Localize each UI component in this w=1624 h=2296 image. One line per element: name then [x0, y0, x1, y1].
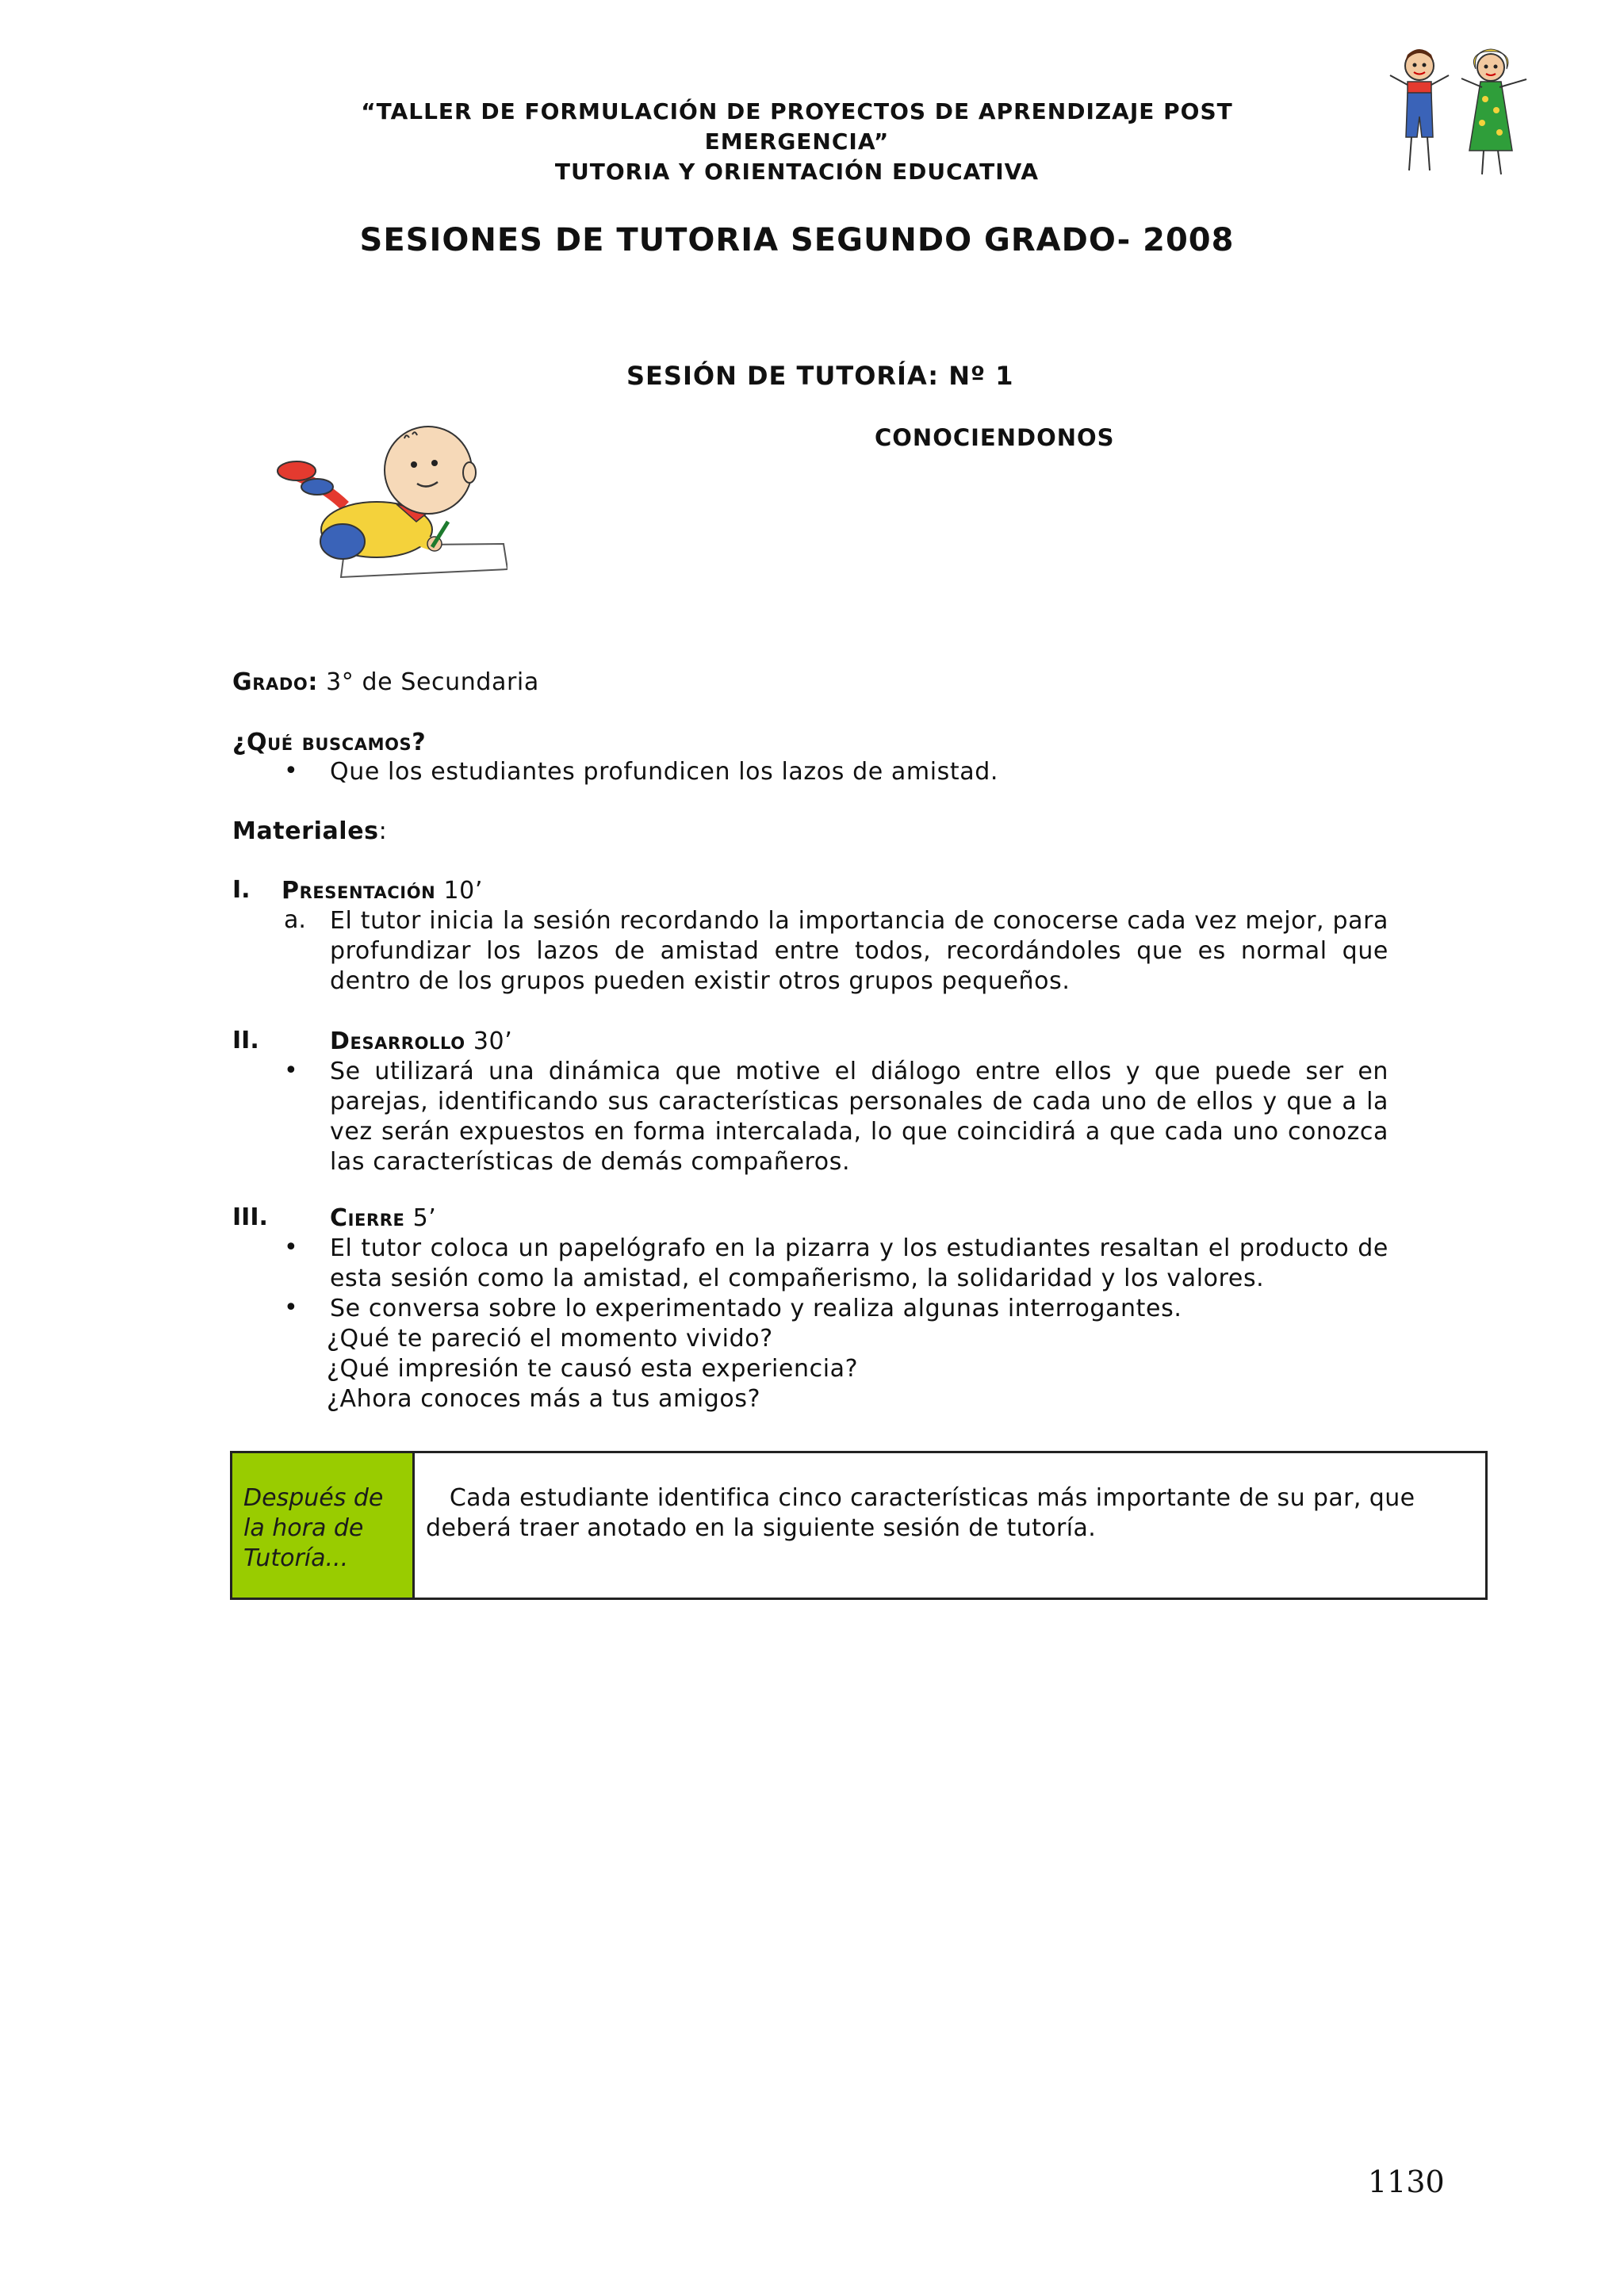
header-line-1: “TALLER DE FORMULACIÓN DE PROYECTOS DE APRENDIZAJE POST — [361, 98, 1233, 124]
que-buscamos-bullet: Que los estudiantes profundicen los lazos de amistad. — [330, 758, 999, 786]
cierre-time: 5’ — [404, 1204, 437, 1232]
grado-label: Grado: — [232, 668, 318, 696]
que-buscamos-label — [232, 728, 426, 758]
bullet-icon: • — [284, 757, 298, 785]
after-tutoring-text — [415, 1453, 1485, 1598]
cierre-question-3: ¿Ahora conoces más a tus amigos? — [327, 1385, 761, 1413]
child-writing-illustration — [270, 411, 508, 581]
page-number: 1130 — [1368, 2164, 1445, 2199]
desarrollo-heading — [330, 1027, 1392, 1057]
cierre-question-2: ¿Qué impresión te causó esta experiencia? — [327, 1355, 859, 1383]
cierre-question-1: ¿Qué te pareció el momento vivido? — [327, 1325, 773, 1353]
que-buscamos-label-text: ¿Qué buscamos? — [232, 729, 427, 756]
grado-line — [232, 668, 539, 698]
presentacion-text: El tutor inicia la sesión recordando la importancia de conocerse cada vez mejor, para profundizar los lazos de amistad entre todos, recordándoles que es normal que dentro de los grupos pueden existir otros grupos pequeños. — [330, 907, 1388, 995]
after-tutoring-text-content: Cada estudiante identifica cinco características más importante de su par, que deberá traer anotado en la siguiente sesión de tutoría. — [426, 1484, 1415, 1542]
materiales-label: Materiales — [232, 817, 379, 845]
session-subtitle: CONOCIENDONOS — [875, 424, 1115, 451]
materiales-line — [232, 817, 387, 847]
cierre-numeral: III. — [232, 1203, 268, 1231]
header-line-3: TUTORIA Y ORIENTACIÓN EDUCATIVA — [554, 159, 1040, 185]
desarrollo-label: Desarrollo — [330, 1027, 465, 1055]
grado-value: 3° de Secundaria — [317, 668, 539, 696]
cierre-bullet-1: El tutor coloca un papelógrafo en la pizarra y los estudiantes resaltan el producto de esta sesión como la amistad, el compañerismo, la solidaridad y los valores. — [330, 1234, 1388, 1292]
presentacion-item-letter: a. — [284, 906, 306, 934]
bullet-icon: • — [284, 1234, 298, 1261]
bullet-icon: • — [284, 1294, 298, 1322]
cierre-label: Cierre — [330, 1204, 405, 1232]
presentacion-numeral: I. — [232, 876, 251, 904]
after-tutoring-box — [230, 1451, 1488, 1600]
cierre-heading — [330, 1203, 1392, 1234]
header-line-2: EMERGENCIA” — [704, 128, 890, 155]
desarrollo-numeral: II. — [232, 1027, 259, 1054]
presentacion-label: Presentación — [282, 877, 436, 905]
materiales-colon: : — [378, 817, 388, 845]
bullet-icon: • — [284, 1057, 298, 1085]
desarrollo-time: 30’ — [465, 1027, 513, 1055]
presentacion-time: 10’ — [435, 877, 484, 905]
session-title: SESIÓN DE TUTORÍA: Nº 1 — [626, 361, 1014, 391]
cierre-bullet-2: Se conversa sobre lo experimentado y realiza algunas interrogantes. — [330, 1295, 1182, 1322]
presentacion-heading — [282, 876, 1344, 906]
desarrollo-text: Se utilizará una dinámica que motive el diálogo entre ellos y que puede ser en parejas, identificando sus características personales de cada uno de ellos y que a la vez serán expuestos en forma intercalada, lo que coincidirá a que cada uno conozca las características de demás compañeros. — [330, 1058, 1388, 1176]
main-title: SESIONES DE TUTORIA SEGUNDO GRADO- 2008 — [359, 222, 1235, 258]
after-tutoring-label: Después de la hora de Tutoría... — [232, 1453, 415, 1598]
children-drawing-illustration — [1384, 44, 1542, 186]
